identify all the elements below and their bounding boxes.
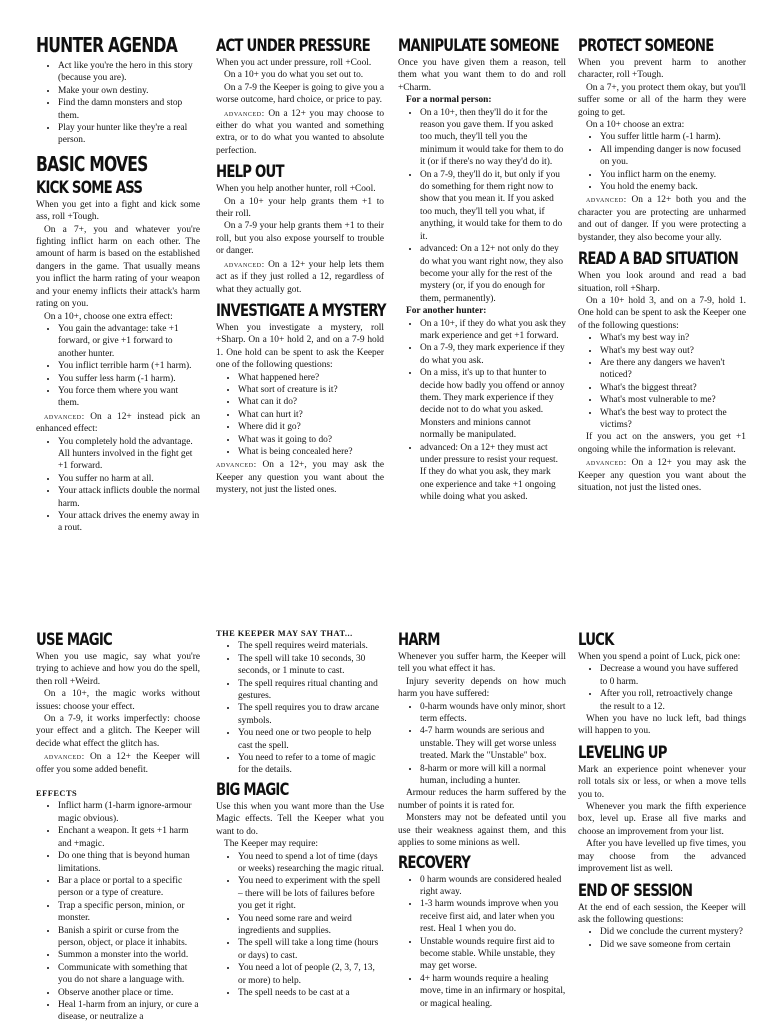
kick-ten: On a 10+, choose one extra effect: xyxy=(44,311,173,322)
list-item: • 0 harm wounds are considered healed right away. xyxy=(420,874,566,899)
manipulate-normal xyxy=(398,107,566,306)
list-item: • You suffer no harm at all. xyxy=(58,473,200,485)
list-item: • What's my best way out? xyxy=(600,345,746,357)
leveling-five: After you have levelled up five times, you may choose from the advanced improvement list as well. xyxy=(578,839,746,875)
list-item: • Make your own destiny. xyxy=(58,85,200,97)
investigate-advanced: On a 12+, you may ask the Keeper any question you want about the mystery, not just the listed ones. xyxy=(216,460,385,496)
harm-monsters: Monsters may not be defeated until you use their weakness against them, and this applies to some minions as well. xyxy=(398,813,566,849)
list-item: • Bar a place or portal to a specific person or a type of creature. xyxy=(58,875,200,900)
list-item: • You suffer little harm (-1 harm). xyxy=(600,131,746,143)
list-item: • On a 10+, if they do what you ask they mark experience and get +1 forward. xyxy=(420,318,566,343)
recovery-title: RECOVERY xyxy=(398,852,471,873)
read-intro: When you look around and read a bad situation, roll +Sharp. xyxy=(578,271,746,294)
list-item: • Find the damn monsters and stop them. xyxy=(58,97,200,122)
act-intro: When you act under pressure, roll +Cool. xyxy=(216,58,372,68)
big-magic-list xyxy=(216,851,384,1000)
advanced-label: advanced: xyxy=(44,410,85,421)
list-item: • 1-3 harm wounds improve when you receive first aid, and later when you rest. Heal 1 when you do. xyxy=(420,898,566,935)
luck-after: When you have no luck left, bad things will happen to you. xyxy=(578,714,746,737)
read-advanced: On a 12+ you may ask the Keeper any question you want about the situation, not just the listed ones. xyxy=(578,458,746,493)
list-item: • The spell requires ritual chanting and gestures. xyxy=(238,678,384,703)
kick-advanced: On a 12+ instead pick an enhanced effect: xyxy=(36,411,201,435)
help-intro: When you help another hunter, roll +Cool. xyxy=(216,184,376,195)
column-3-bottom xyxy=(390,628,570,1024)
advanced-label: advanced: xyxy=(586,194,627,205)
list-item: • Your attack drives the enemy away in a rout. xyxy=(58,510,200,535)
list-item: • Where did it go? xyxy=(238,421,384,433)
list-item: • On a 7-9, they mark experience if they do what you ask. xyxy=(420,342,566,367)
hunter-agenda-list xyxy=(36,60,200,147)
manipulate-intro: Once you have given them a reason, tell them what you want them to do and roll +Charm. xyxy=(398,58,566,93)
list-item: • Play your hunter like they're a real person. xyxy=(58,122,200,147)
list-item: • The spell requires you to draw arcane symbols. xyxy=(238,702,384,727)
recovery-list xyxy=(398,874,566,1010)
list-item: • You hold the enemy back. xyxy=(600,181,746,193)
leveling-fifth: Whenever you mark the fifth experience box, level up. Erase all five marks and choose an improvement from your list. xyxy=(578,802,746,837)
advanced-label: advanced: xyxy=(224,258,265,269)
luck-intro: When you spend a point of Luck, pick one: xyxy=(578,652,741,662)
list-item: • Did we conclude the current mystery? xyxy=(600,926,746,938)
magic-seven: On a 7-9, it works imperfectly: choose your effect and a glitch. The Keeper will decide what effect the glitch has. xyxy=(36,714,200,749)
list-item: • advanced: On a 12+ they must act under pressure to resist your request. If they do what you ask, they mark one experience and take +1 ongoing while doing what you asked. xyxy=(420,442,566,504)
read-title: READ A BAD SITUATION xyxy=(578,249,738,270)
manipulate-hunter xyxy=(398,318,566,504)
column-1-bottom xyxy=(28,628,204,1024)
read-after: If you act on the answers, you get +1 ongoing while the information is relevant. xyxy=(578,432,746,455)
column-2-top xyxy=(208,34,388,497)
list-item: • Trap a specific person, minion, or monster. xyxy=(58,900,200,925)
list-item: • The spell will take a long time (hours or days) to cast. xyxy=(238,937,384,962)
kick-advanced-options xyxy=(36,436,200,535)
list-item: • What can it do? xyxy=(238,396,384,408)
advanced-label: advanced: xyxy=(44,751,85,762)
luck-list xyxy=(578,663,746,713)
column-3-top xyxy=(390,34,570,504)
act-ten: On a 10+ you do what you set out to. xyxy=(224,70,364,81)
list-item: • What is being concealed here? xyxy=(238,446,384,458)
list-item: • You need to spend a lot of time (days or weeks) researching the magic ritual. xyxy=(238,851,384,876)
magic-ten: On a 10+, the magic works without issues: choose your effect. xyxy=(36,689,200,712)
harm-armour: Armour reduces the harm suffered by the number of points it is rated for. xyxy=(398,788,566,811)
list-item: • Decrease a wound you have suffered to 0 harm. xyxy=(600,663,746,688)
column-4-top xyxy=(570,34,750,494)
list-item: • Unstable wounds require first aid to become stable. While unstable, they may get worse. xyxy=(420,936,566,973)
list-item: • You need to refer to a tome of magic for the details. xyxy=(238,752,384,777)
list-item: • The spell requires weird materials. xyxy=(238,640,384,652)
list-item: • Observe another place or time. xyxy=(58,987,200,999)
list-item: • 8-harm or more will kill a normal human, including a hunter. xyxy=(420,763,566,788)
list-item: • You need a lot of people (2, 3, 7, 13, or more) to help. xyxy=(238,962,384,987)
leveling-up-title: LEVELING UP xyxy=(578,742,667,763)
harm-severity: Injury severity depends on how much harm you have suffered: xyxy=(398,676,566,700)
list-item: • You need to experiment with the spell – there will be lots of failures before you get it right. xyxy=(238,875,384,912)
column-4-bottom xyxy=(570,628,750,1024)
advanced-label: advanced: xyxy=(216,459,257,470)
column-2-bottom xyxy=(208,628,388,1024)
list-item: • What happened here? xyxy=(238,372,384,384)
act-under-pressure-title: ACT UNDER PRESSURE xyxy=(216,36,370,56)
end-of-session-title: END OF SESSION xyxy=(578,880,693,901)
list-item: • Do one thing that is beyond human limitations. xyxy=(58,850,200,875)
list-item: • You force them where you want them. xyxy=(58,385,200,410)
advanced-label: advanced: xyxy=(586,457,627,468)
kick-seven: On a 7+, you and whatever you're fighting inflict harm on each other. The amount of harm is based on the established dangers in the game. That usually means you inflict the harm rating of your weapon and your enemy inflicts their attack's harm rating on you. xyxy=(36,224,200,310)
list-item: • What's the best way to protect the victims? xyxy=(600,407,746,432)
investigate-questions xyxy=(216,372,384,459)
leveling-intro: Mark an experience point whenever your roll totals six or less, or when a move tells you to. xyxy=(578,764,746,800)
list-item: • 4-7 harm wounds are serious and unstable. They will get worse unless treated. Mark the "Unstable" box. xyxy=(420,725,566,762)
kick-some-ass-title: KICK SOME ASS xyxy=(36,177,143,198)
protect-advanced: On a 12+ both you and the character you are protecting are unharmed and out of danger. If you were protecting a bystander, they also become your ally. xyxy=(578,195,746,243)
list-item: • Inflict harm (1-harm ignore-armour magic obvious). xyxy=(58,800,200,825)
list-item: • On a 10+, then they'll do it for the reason you gave them. If you asked too much, they'll tell you the minimum it would take for them to do it (or if there's no way they'd do it). xyxy=(420,107,566,169)
keeper-may-say-list xyxy=(216,640,384,776)
keeper-may-say-title: THE KEEPER MAY SAY THAT... xyxy=(216,629,353,638)
list-item: • 0-harm wounds have only minor, short term effects. xyxy=(420,701,566,726)
luck-title: LUCK xyxy=(578,630,614,650)
list-item: • You inflict terrible harm (+1 harm). xyxy=(58,360,200,372)
another-hunter-label: For another hunter: xyxy=(406,306,487,317)
list-item: • Heal 1-harm from an injury, or cure a disease, or neutralize a xyxy=(58,999,200,1024)
list-item: • All impending danger is now focused on you. xyxy=(600,144,746,169)
list-item: • What sort of creature is it? xyxy=(238,384,384,396)
list-item: • After you roll, retroactively change the result to a 12. xyxy=(600,688,746,713)
protect-ten: On a 10+ choose an extra: xyxy=(586,120,685,131)
list-item: • What can hurt it? xyxy=(238,409,384,421)
list-item: • You need one or two people to help cast the spell. xyxy=(238,727,384,752)
end-session-list xyxy=(578,926,746,951)
list-item: • Act like you're the hero in this story (because you are). xyxy=(58,60,200,85)
list-item: • You need some rare and weird ingredients and supplies. xyxy=(238,913,384,938)
list-item: • You gain the advantage: take +1 forward, or give +1 forward to another hunter. xyxy=(58,323,200,360)
normal-person-label: For a normal person: xyxy=(406,95,492,106)
list-item: • You suffer less harm (-1 harm). xyxy=(58,373,200,385)
advanced-label: advanced: xyxy=(224,107,265,118)
list-item: • You inflict harm on the enemy. xyxy=(600,169,746,181)
list-item: • Your attack inflicts double the normal harm. xyxy=(58,485,200,510)
manipulate-title: MANIPULATE SOMEONE xyxy=(398,36,559,56)
hunter-agenda-title: HUNTER AGENDA xyxy=(36,33,177,57)
list-item: • You completely hold the advantage. All hunters involved in the fight get +1 forward. xyxy=(58,436,200,473)
basic-moves-title: BASIC MOVES xyxy=(36,151,148,176)
act-seven: On a 7-9 the Keeper is going to give you a worse outcome, hard choice, or price to pay. xyxy=(216,82,384,106)
end-session-intro: At the end of each session, the Keeper will ask the following questions: xyxy=(578,902,746,925)
list-item: • The spell will take 10 seconds, 30 seconds, or 1 minute to cast. xyxy=(238,653,384,678)
help-out-title: HELP OUT xyxy=(216,162,284,183)
help-advanced: On a 12+ your help lets them act as if they just rolled a 12, regardless of what they actually got. xyxy=(216,259,384,295)
list-item: • What was it going to do? xyxy=(238,434,384,446)
effects-label: EFFECTS xyxy=(36,789,78,799)
help-ten: On a 10+ your help grants them +1 to their roll. xyxy=(216,196,384,220)
read-questions xyxy=(578,332,746,431)
list-item: • On a miss, it's up to that hunter to decide how badly you offend or annoy them. They mark experience if they decide not to do what you asked. Monsters and minions cannot normally be manipulated. xyxy=(420,367,566,441)
list-item: • What's the biggest threat? xyxy=(600,382,746,394)
list-item: • The spell needs to be cast at a xyxy=(238,987,384,999)
protect-title: PROTECT SOMEONE xyxy=(578,36,714,56)
kick-intro: When you get into a fight and kick some ass, roll +Tough. xyxy=(36,199,200,223)
list-item: • What's my best way in? xyxy=(600,332,746,344)
big-magic-intro: Use this when you want more than the Use Magic effects. Tell the Keeper what you want to do. xyxy=(216,801,384,837)
magic-intro: When you use magic, say what you're trying to achieve and how you do the spell, then roll +Weird. xyxy=(36,652,200,687)
read-hold: On a 10+ hold 3, and on a 7-9, hold 1. One hold can be spent to ask the Keeper one of the following questions: xyxy=(578,295,746,331)
use-magic-title: USE MAGIC xyxy=(36,630,112,650)
harm-title: HARM xyxy=(398,630,440,650)
list-item: • Enchant a weapon. It gets +1 harm and +magic. xyxy=(58,825,200,850)
protect-intro: When you prevent harm to another character, roll +Tough. xyxy=(578,58,746,81)
kick-options xyxy=(36,323,200,410)
list-item: • Are there any dangers we haven't noticed? xyxy=(600,357,746,382)
magic-advanced: On a 12+ the Keeper will offer you some added benefit. xyxy=(36,752,200,775)
investigate-intro: When you investigate a mystery, roll +Sharp. On a 10+ hold 2, and on a 7-9 hold 1. One hold can be spent to ask the Keeper one of the following questions: xyxy=(216,322,384,371)
column-1-top xyxy=(28,30,204,535)
list-item: • advanced: On a 12+ not only do they do what you want right now, they also become your ally for the rest of the mystery (or, if you do enough for them, permanently). xyxy=(420,243,566,305)
help-seven: On a 7-9 your help grants them +1 to their roll, but you also expose yourself to trouble or danger. xyxy=(216,221,384,257)
list-item: • What's most vulnerable to me? xyxy=(600,394,746,406)
protect-seven: On a 7+, you protect them okay, but you'll suffer some or all of the harm they were going to get. xyxy=(578,82,746,118)
list-item: • On a 7-9, they'll do it, but only if you do something for them right now to show that you mean it. If you asked too much, they'll tell you what, if anything, it would take for them to do it. xyxy=(420,169,566,243)
big-magic-title: BIG MAGIC xyxy=(216,779,289,800)
protect-options xyxy=(578,131,746,193)
list-item: • Communicate with something that you do not share a language with. xyxy=(58,962,200,987)
harm-intro: Whenever you suffer harm, the Keeper will tell you what effect it has. xyxy=(398,652,566,675)
investigate-title: INVESTIGATE A MYSTERY xyxy=(216,300,386,321)
list-item: • Did we save someone from certain xyxy=(600,939,746,951)
list-item: • Banish a spirit or curse from the person, object, or place it inhabits. xyxy=(58,925,200,950)
list-item: • 4+ harm wounds require a healing move, time in an infirmary or hospital, or magical healing. xyxy=(420,973,566,1010)
magic-effects xyxy=(36,800,200,1023)
list-item: • Summon a monster into the world. xyxy=(58,949,200,961)
big-magic-require: The Keeper may require: xyxy=(224,839,318,850)
act-advanced: On a 12+ you may choose to either do what you wanted and something extra, or to do what you wanted to absolute perfection. xyxy=(216,108,385,156)
harm-list xyxy=(398,701,566,788)
